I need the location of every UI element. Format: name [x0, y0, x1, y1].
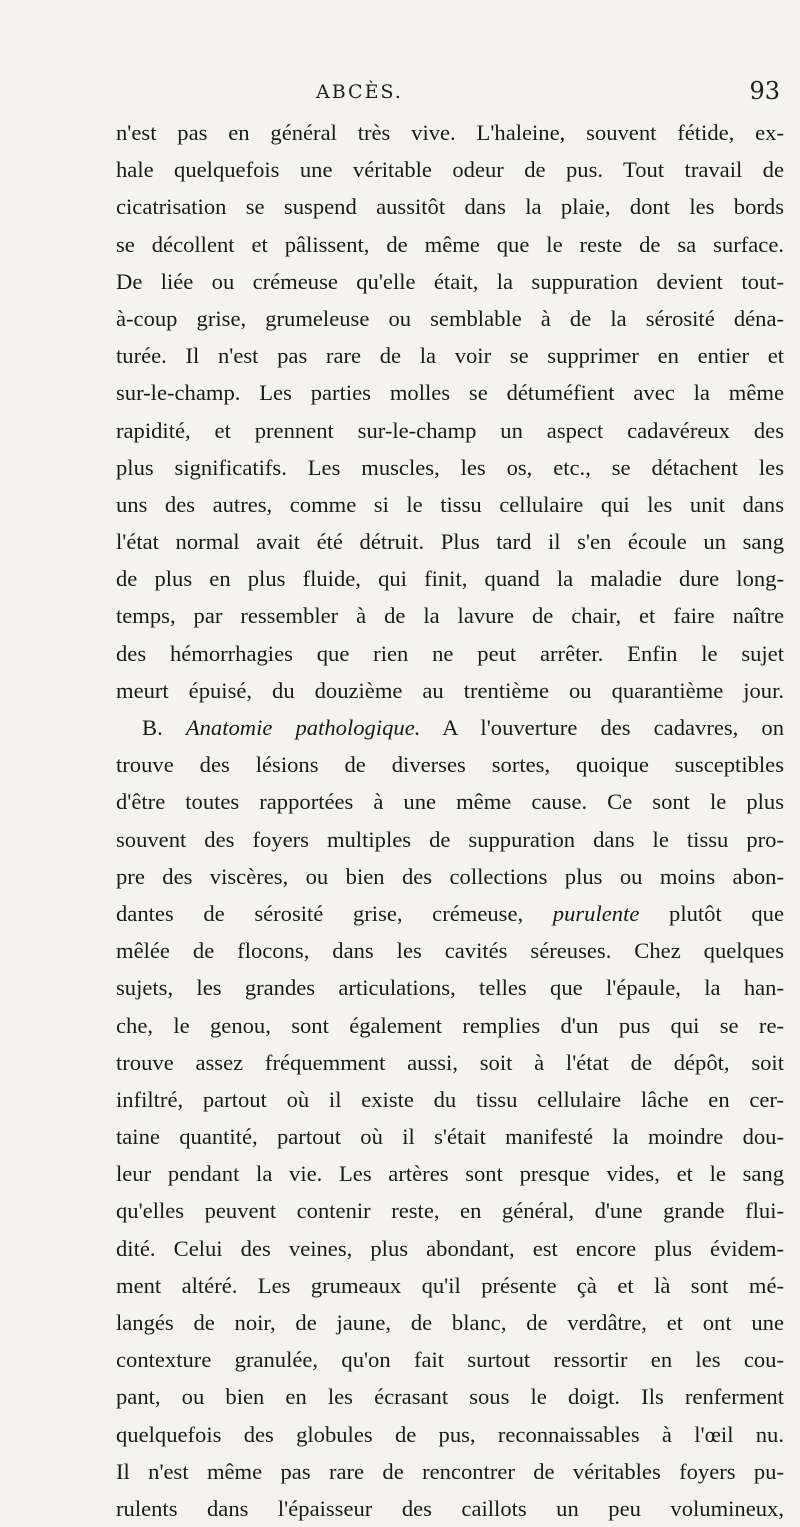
text-segment: plutôt que: [669, 900, 784, 926]
text-line: dité. Celui des veines, plus abondant, est encore plus évidem-: [116, 1235, 784, 1261]
text-segment: dantes de sérosité grise, crémeuse,: [116, 900, 524, 926]
text-line: se décollent et pâlissent, de même que le reste de sa surface.: [116, 231, 784, 257]
text-line: leur pendant la vie. Les artères sont presque vides, et le sang: [116, 1161, 784, 1187]
text-line: trouve assez fréquemment aussi, soit à l'état de dépôt, soit: [116, 1049, 784, 1075]
text-line: meurt épuisé, du douzième au trentième ou quarantième jour.: [116, 677, 784, 703]
section-heading-line: [116, 709, 784, 746]
text-line: infiltré, partout où il existe du tissu cellulaire lâche en cer-: [116, 1086, 784, 1112]
text-line: contexture granulée, qu'on fait surtout ressortir en les cou-: [116, 1347, 784, 1373]
text-line: l'état normal avait été détruit. Plus tard il s'en écoule un sang: [116, 529, 784, 555]
text-line: cicatrisation se suspend aussitôt dans la plaie, dont les bords: [116, 194, 784, 220]
text-line: rulents dans l'épaisseur des caillots un peu volumineux,: [116, 1495, 784, 1521]
text-line: turée. Il n'est pas rare de la voir se supprimer en entier et: [116, 343, 784, 369]
text-line: taine quantité, partout où il s'était manifesté la moindre dou-: [116, 1124, 784, 1150]
text-line: sujets, les grandes articulations, telles que l'épaule, la han-: [116, 975, 784, 1001]
text-line: temps, par ressembler à de la lavure de chair, et faire naître: [116, 603, 784, 629]
page-number: 93: [749, 77, 780, 105]
text-line: sur-le-champ. Les parties molles se détuméfient avec la même: [116, 380, 784, 406]
text-line: à-coup grise, grumeleuse ou semblable à de la sérosité déna-: [116, 305, 784, 331]
text-line: souvent des foyers multiples de suppuration dans le tissu pro-: [116, 826, 784, 852]
text-line: uns des autres, comme si le tissu cellulaire qui les unit dans: [116, 491, 784, 517]
text-line: quelquefois des globules de pus, reconnaissables à l'œil nu.: [116, 1421, 784, 1447]
text-line: n'est pas en général très vive. L'haleine, souvent fétide, ex-: [116, 120, 784, 145]
text-line: Il n'est même pas rare de rencontrer de véritables foyers pu-: [116, 1458, 784, 1484]
text-line: langés de noir, de jaune, de blanc, de verdâtre, et ont une: [116, 1310, 784, 1335]
text-line-with-emphasis: [116, 895, 784, 932]
running-title: ABCÈS.: [316, 81, 403, 103]
text-line: rapidité, et prennent sur-le-champ un aspect cadavéreux des: [116, 417, 784, 443]
text-line: mêlée de flocons, dans les cavités séreuses. Chez quelques: [116, 938, 784, 964]
body-text: [116, 114, 784, 1527]
text-line: che, le genou, sont également remplies d'un pus qui se re-: [116, 1012, 784, 1038]
page-header: [116, 75, 784, 111]
text-line: plus significatifs. Les muscles, les os, etc., se détachent les: [116, 454, 784, 480]
section-text: A l'ouverture des cadavres, on: [442, 715, 785, 740]
section-title: Anatomie pathologique.: [185, 715, 421, 740]
text-line: hale quelquefois une véritable odeur de pus. Tout travail de: [116, 157, 784, 183]
text-line: pre des viscères, ou bien des collections plus ou moins abon-: [116, 863, 784, 889]
text-line: d'être toutes rapportées à une même cause. Ce sont le plus: [116, 789, 784, 815]
emphasized-word: purulente: [552, 900, 640, 926]
text-line: des hémorrhagies que rien ne peut arrêter. Enfin le sujet: [116, 640, 784, 666]
text-line: de plus en plus fluide, qui finit, quand la maladie dure long-: [116, 566, 784, 592]
text-line: trouve des lésions de diverses sortes, quoique susceptibles: [116, 752, 784, 778]
text-line: ment altéré. Les grumeaux qu'il présente çà et là sont mé-: [116, 1272, 784, 1298]
section-label: B.: [142, 715, 163, 740]
text-line: qu'elles peuvent contenir reste, en général, d'une grande flui-: [116, 1198, 784, 1224]
text-line: pant, ou bien en les écrasant sous le doigt. Ils renferment: [116, 1384, 784, 1410]
text-line: De liée ou crémeuse qu'elle était, la suppuration devient tout-: [116, 268, 784, 294]
